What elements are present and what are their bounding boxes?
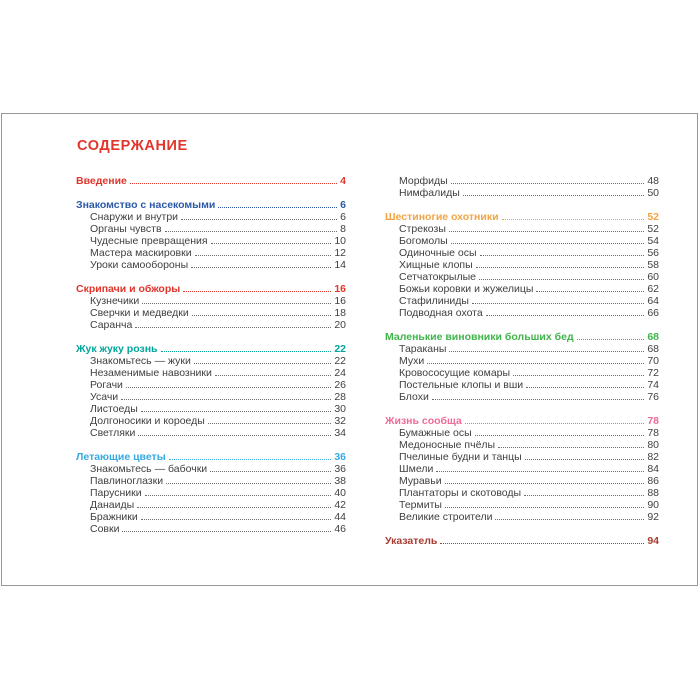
- toc-entry-page: 68: [647, 331, 659, 343]
- toc-entry: [385, 343, 659, 355]
- toc-entry-label: Скрипачи и обжоры: [76, 283, 181, 295]
- toc-entry-label: Мухи: [399, 355, 425, 367]
- toc-dot-leader: [445, 483, 645, 484]
- toc-dot-leader: [436, 471, 644, 472]
- toc-section-heading: [385, 211, 659, 223]
- toc-entry: [76, 295, 346, 307]
- toc-entry-label: Великие строители: [399, 511, 493, 523]
- toc-entry-label: Введение: [76, 175, 127, 187]
- toc-entry-page: 88: [647, 487, 659, 499]
- toc-entry-page: 36: [334, 451, 346, 463]
- toc-entry: [385, 247, 659, 259]
- toc-entry: [76, 223, 346, 235]
- toc-dot-leader: [432, 399, 644, 400]
- toc-entry: [76, 415, 346, 427]
- toc-entry: [76, 391, 346, 403]
- toc-section-heading: [385, 415, 659, 427]
- toc-entry-page: 90: [647, 499, 659, 511]
- toc-section-heading: [76, 175, 346, 187]
- toc-entry-page: 16: [334, 295, 346, 307]
- toc-entry-page: 18: [334, 307, 346, 319]
- toc-entry-label: Уроки самообороны: [90, 259, 189, 271]
- toc-entry-page: 62: [647, 283, 659, 295]
- toc-dot-leader: [449, 231, 644, 232]
- toc-entry: [76, 511, 346, 523]
- toc-entry-label: Знакомьтесь — бабочки: [90, 463, 208, 475]
- toc-section: [385, 331, 659, 403]
- toc-dot-leader: [526, 387, 644, 388]
- toc-dot-leader: [475, 435, 645, 436]
- toc-entry-page: 36: [334, 463, 346, 475]
- toc-section: [76, 199, 346, 271]
- toc-entry-page: 46: [334, 523, 346, 535]
- toc-entry-label: Указатель: [385, 535, 438, 547]
- toc-columns: [76, 175, 697, 547]
- toc-entry-label: Божьи коровки и жужелицы: [399, 283, 534, 295]
- toc-entry-label: Муравьи: [399, 475, 442, 487]
- toc-entry-label: Хищные клопы: [399, 259, 473, 271]
- toc-dot-leader: [463, 195, 645, 196]
- toc-dot-leader: [427, 363, 644, 364]
- toc-entry: [76, 319, 346, 331]
- toc-entry: [385, 235, 659, 247]
- toc-entry: [385, 355, 659, 367]
- toc-entry-label: Снаружи и внутри: [90, 211, 179, 223]
- toc-entry-page: 4: [340, 175, 346, 187]
- toc-dot-leader: [183, 291, 331, 292]
- toc-dot-leader: [536, 291, 644, 292]
- toc-dot-leader: [479, 279, 644, 280]
- toc-entry-page: 6: [340, 199, 346, 211]
- toc-dot-leader: [137, 507, 331, 508]
- toc-entry: [385, 511, 659, 523]
- toc-entry: [385, 487, 659, 499]
- toc-entry-label: Постельные клопы и вши: [399, 379, 524, 391]
- toc-entry-page: 76: [647, 391, 659, 403]
- toc-dot-leader: [121, 399, 331, 400]
- toc-dot-leader: [451, 243, 645, 244]
- toc-entry-page: 42: [334, 499, 346, 511]
- toc-dot-leader: [440, 543, 644, 544]
- toc-entry: [385, 451, 659, 463]
- toc-entry-page: 30: [334, 403, 346, 415]
- toc-dot-leader: [495, 519, 644, 520]
- toc-entry-label: Светляки: [90, 427, 136, 439]
- toc-entry-page: 78: [647, 427, 659, 439]
- toc-entry-label: Саранча: [90, 319, 133, 331]
- toc-dot-leader: [445, 507, 644, 508]
- toc-dot-leader: [449, 351, 644, 352]
- toc-dot-leader: [215, 375, 331, 376]
- toc-dot-leader: [141, 411, 331, 412]
- toc-entry-page: 24: [334, 367, 346, 379]
- toc-entry-page: 26: [334, 379, 346, 391]
- toc-section: [385, 415, 659, 523]
- toc-entry: [76, 355, 346, 367]
- toc-dot-leader: [465, 423, 644, 424]
- toc-dot-leader: [524, 495, 644, 496]
- toc-entry-label: Сверчки и медведки: [90, 307, 189, 319]
- toc-entry-page: 12: [334, 247, 346, 259]
- toc-entry-page: 32: [334, 415, 346, 427]
- toc-dot-leader: [194, 363, 331, 364]
- toc-entry: [76, 307, 346, 319]
- toc-entry-page: 8: [340, 223, 346, 235]
- toc-entry-page: 70: [647, 355, 659, 367]
- toc-entry-page: 6: [340, 211, 346, 223]
- toc-dot-leader: [122, 531, 331, 532]
- toc-entry-page: 82: [647, 451, 659, 463]
- toc-entry: [385, 307, 659, 319]
- toc-entry-label: Бражники: [90, 511, 138, 523]
- toc-entry-page: 80: [647, 439, 659, 451]
- toc-section-heading: [76, 283, 346, 295]
- toc-dot-leader: [525, 459, 645, 460]
- toc-entry-label: Органы чувств: [90, 223, 162, 235]
- toc-entry-label: Павлиноглазки: [90, 475, 164, 487]
- toc-entry-label: Морфиды: [399, 175, 448, 187]
- toc-entry-label: Стафилиниды: [399, 295, 469, 307]
- toc-entry-label: Кровососущие комары: [399, 367, 511, 379]
- toc-entry: [76, 487, 346, 499]
- toc-entry-page: 22: [334, 343, 346, 355]
- toc-dot-leader: [165, 231, 338, 232]
- toc-entry-label: Знакомьтесь — жуки: [90, 355, 191, 367]
- toc-entry: [76, 247, 346, 259]
- toc-entry: [385, 475, 659, 487]
- toc-entry-page: 66: [647, 307, 659, 319]
- toc-entry-page: 92: [647, 511, 659, 523]
- toc-entry-label: Подводная охота: [399, 307, 483, 319]
- toc-dot-leader: [210, 471, 331, 472]
- toc-dot-leader: [211, 243, 332, 244]
- toc-entry-label: Парусники: [90, 487, 142, 499]
- toc-entry-label: Нимфалиды: [399, 187, 460, 199]
- toc-section: [76, 343, 346, 439]
- toc-dot-leader: [577, 339, 645, 340]
- toc-entry-label: Шестиногие охотники: [385, 211, 499, 223]
- toc-dot-leader: [195, 255, 332, 256]
- toc-entry-page: 52: [647, 211, 659, 223]
- toc-section-continuation: [385, 175, 659, 199]
- toc-entry-label: Чудесные превращения: [90, 235, 208, 247]
- toc-entry-label: Тараканы: [399, 343, 447, 355]
- toc-section-heading: [76, 451, 346, 463]
- toc-entry-label: Мастера маскировки: [90, 247, 192, 259]
- toc-entry-label: Одиночные осы: [399, 247, 477, 259]
- toc-entry: [76, 523, 346, 535]
- toc-entry-label: Незаменимые навозники: [90, 367, 212, 379]
- toc-dot-leader: [502, 219, 645, 220]
- toc-entry-label: Данаиды: [90, 499, 135, 511]
- toc-dot-leader: [161, 351, 332, 352]
- toc-entry-label: Блохи: [399, 391, 429, 403]
- toc-entry-page: 60: [647, 271, 659, 283]
- toc-dot-leader: [208, 423, 331, 424]
- toc-entry: [385, 439, 659, 451]
- toc-entry-label: Летающие цветы: [76, 451, 166, 463]
- toc-entry: [76, 427, 346, 439]
- toc-top-entry: [385, 535, 659, 547]
- page-title: СОДЕРЖАНИЕ: [77, 138, 188, 154]
- toc-dot-leader: [191, 267, 331, 268]
- toc-entry: [385, 391, 659, 403]
- toc-dot-leader: [181, 219, 337, 220]
- toc-column-right: [385, 175, 659, 547]
- toc-entry-page: 84: [647, 463, 659, 475]
- toc-entry-label: Термиты: [399, 499, 442, 511]
- toc-entry-page: 68: [647, 343, 659, 355]
- toc-entry: [385, 463, 659, 475]
- toc-dot-leader: [192, 315, 332, 316]
- toc-dot-leader: [472, 303, 644, 304]
- toc-entry: [76, 235, 346, 247]
- toc-entry-label: Сетчатокрылые: [399, 271, 476, 283]
- toc-section: [385, 211, 659, 319]
- toc-dot-leader: [142, 303, 331, 304]
- toc-section-heading: [76, 343, 346, 355]
- toc-dot-leader: [138, 435, 331, 436]
- toc-top-entry: [76, 175, 346, 187]
- toc-entry-label: Маленькие виновники больших бед: [385, 331, 574, 343]
- toc-entry: [385, 499, 659, 511]
- toc-entry-page: 56: [647, 247, 659, 259]
- toc-entry-page: 54: [647, 235, 659, 247]
- toc-entry-label: Жук жуку рознь: [76, 343, 158, 355]
- toc-entry: [385, 295, 659, 307]
- toc-entry-page: 40: [334, 487, 346, 499]
- toc-dot-leader: [145, 495, 332, 496]
- toc-entry: [385, 283, 659, 295]
- toc-section-heading: [76, 199, 346, 211]
- toc-entry-page: 72: [647, 367, 659, 379]
- toc-entry-label: Знакомство с насекомыми: [76, 199, 216, 211]
- toc-entry-label: Совки: [90, 523, 120, 535]
- toc-entry-label: Листоеды: [90, 403, 138, 415]
- book-page: [1, 113, 698, 586]
- toc-entry: [76, 367, 346, 379]
- toc-entry: [76, 499, 346, 511]
- toc-entry: [385, 427, 659, 439]
- toc-entry: [385, 259, 659, 271]
- toc-entry: [76, 259, 346, 271]
- toc-entry-label: Медоносные пчёлы: [399, 439, 496, 451]
- toc-entry-page: 94: [647, 535, 659, 547]
- toc-entry-label: Жизнь сообща: [385, 415, 462, 427]
- toc-entry: [76, 211, 346, 223]
- toc-entry: [385, 367, 659, 379]
- toc-dot-leader: [169, 459, 332, 460]
- toc-entry-page: 38: [334, 475, 346, 487]
- toc-section: [76, 283, 346, 331]
- toc-entry-page: 14: [334, 259, 346, 271]
- toc-entry-label: Шмели: [399, 463, 434, 475]
- toc-entry-page: 34: [334, 427, 346, 439]
- toc-entry-page: 22: [334, 355, 346, 367]
- toc-section-heading: [385, 535, 659, 547]
- toc-dot-leader: [166, 483, 331, 484]
- toc-entry-page: 86: [647, 475, 659, 487]
- toc-dot-leader: [126, 387, 331, 388]
- toc-entry-label: Рогачи: [90, 379, 123, 391]
- toc-entry: [385, 175, 659, 187]
- toc-column-left: [76, 175, 346, 535]
- toc-entry-page: 48: [647, 175, 659, 187]
- toc-entry-page: 28: [334, 391, 346, 403]
- toc-entry-page: 10: [334, 235, 346, 247]
- toc-section: [76, 451, 346, 535]
- toc-entry: [76, 379, 346, 391]
- toc-entry-page: 20: [334, 319, 346, 331]
- toc-entry-label: Стрекозы: [399, 223, 446, 235]
- toc-dot-leader: [130, 183, 337, 184]
- toc-entry: [385, 379, 659, 391]
- toc-dot-leader: [498, 447, 644, 448]
- toc-entry-page: 64: [647, 295, 659, 307]
- toc-entry: [76, 463, 346, 475]
- toc-entry-label: Бумажные осы: [399, 427, 472, 439]
- toc-entry: [385, 187, 659, 199]
- toc-entry-page: 52: [647, 223, 659, 235]
- toc-dot-leader: [218, 207, 337, 208]
- toc-entry: [76, 403, 346, 415]
- toc-entry: [385, 223, 659, 235]
- toc-dot-leader: [486, 315, 645, 316]
- toc-entry-page: 74: [647, 379, 659, 391]
- toc-entry-page: 50: [647, 187, 659, 199]
- toc-dot-leader: [141, 519, 332, 520]
- toc-entry-label: Усачи: [90, 391, 119, 403]
- toc-dot-leader: [480, 255, 645, 256]
- toc-entry-label: Плантаторы и скотоводы: [399, 487, 522, 499]
- toc-dot-leader: [135, 327, 331, 328]
- toc-section-heading: [385, 331, 659, 343]
- toc-dot-leader: [451, 183, 645, 184]
- toc-entry: [385, 271, 659, 283]
- toc-entry-label: Долгоносики и короеды: [90, 415, 205, 427]
- toc-entry-page: 16: [334, 283, 346, 295]
- toc-entry-label: Пчелиные будни и танцы: [399, 451, 522, 463]
- toc-dot-leader: [476, 267, 645, 268]
- toc-entry: [76, 475, 346, 487]
- toc-entry-label: Богомолы: [399, 235, 448, 247]
- toc-entry-label: Кузнечики: [90, 295, 140, 307]
- toc-entry-page: 44: [334, 511, 346, 523]
- toc-entry-page: 58: [647, 259, 659, 271]
- toc-entry-page: 78: [647, 415, 659, 427]
- toc-dot-leader: [513, 375, 644, 376]
